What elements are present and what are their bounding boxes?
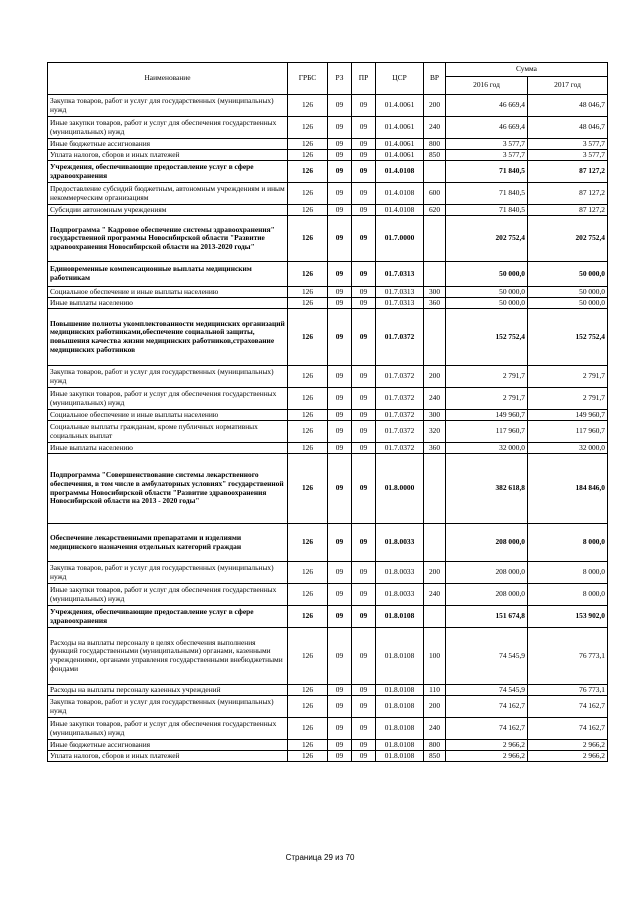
cell-pr: 09 xyxy=(352,443,376,454)
cell-sum-2017: 87 127,2 xyxy=(528,205,608,216)
cell-vr: 110 xyxy=(424,685,446,696)
cell-sum-2017: 153 902,0 xyxy=(528,606,608,628)
cell-name: Иные бюджетные ассигнования xyxy=(48,139,288,150)
cell-sum-2016: 152 752,4 xyxy=(446,309,528,366)
cell-sum-2016: 50 000,0 xyxy=(446,287,528,298)
cell-grbs: 126 xyxy=(288,410,328,421)
cell-grbs: 126 xyxy=(288,117,328,139)
cell-pr: 09 xyxy=(352,150,376,161)
header-name: Наименование xyxy=(48,63,288,95)
cell-csr: 01.8.0108 xyxy=(376,751,424,762)
cell-sum-2016: 46 669,4 xyxy=(446,117,528,139)
cell-sum-2016: 74 162,7 xyxy=(446,696,528,718)
cell-grbs: 126 xyxy=(288,524,328,562)
cell-vr xyxy=(424,454,446,524)
cell-sum-2016: 208 000,0 xyxy=(446,524,528,562)
cell-rz: 09 xyxy=(328,443,352,454)
cell-rz: 09 xyxy=(328,740,352,751)
cell-rz: 09 xyxy=(328,562,352,584)
cell-sum-2016: 74 162,7 xyxy=(446,718,528,740)
cell-grbs: 126 xyxy=(288,751,328,762)
cell-grbs: 126 xyxy=(288,161,328,183)
page-number: Страница 29 из 70 xyxy=(285,853,355,862)
cell-csr: 01.4.0108 xyxy=(376,183,424,205)
cell-sum-2016: 202 752,4 xyxy=(446,216,528,262)
table-row xyxy=(48,443,608,454)
cell-vr: 320 xyxy=(424,421,446,443)
cell-sum-2017: 202 752,4 xyxy=(528,216,608,262)
cell-name: Иные закупки товаров, работ и услуг для обеспечения государственных (муниципальных) нужд xyxy=(48,388,288,410)
cell-grbs: 126 xyxy=(288,685,328,696)
table-row xyxy=(48,150,608,161)
cell-sum-2017: 184 846,0 xyxy=(528,454,608,524)
cell-csr: 01.7.0372 xyxy=(376,366,424,388)
cell-grbs: 126 xyxy=(288,139,328,150)
cell-sum-2017: 8 000,0 xyxy=(528,584,608,606)
cell-vr xyxy=(424,216,446,262)
cell-grbs: 126 xyxy=(288,740,328,751)
table-row xyxy=(48,584,608,606)
cell-vr: 300 xyxy=(424,287,446,298)
cell-pr: 09 xyxy=(352,584,376,606)
header-pr: ПР xyxy=(352,63,376,95)
cell-vr: 200 xyxy=(424,366,446,388)
cell-sum-2017: 48 046,7 xyxy=(528,95,608,117)
cell-sum-2017: 149 960,7 xyxy=(528,410,608,421)
cell-sum-2016: 149 960,7 xyxy=(446,410,528,421)
cell-pr: 09 xyxy=(352,298,376,309)
cell-rz: 09 xyxy=(328,139,352,150)
cell-vr: 240 xyxy=(424,388,446,410)
cell-pr: 09 xyxy=(352,685,376,696)
cell-pr: 09 xyxy=(352,524,376,562)
cell-vr xyxy=(424,161,446,183)
cell-vr: 800 xyxy=(424,740,446,751)
table-row xyxy=(48,366,608,388)
table-row xyxy=(48,287,608,298)
cell-rz: 09 xyxy=(328,454,352,524)
table-row xyxy=(48,183,608,205)
cell-sum-2017: 8 000,0 xyxy=(528,562,608,584)
cell-sum-2017: 8 000,0 xyxy=(528,524,608,562)
cell-rz: 09 xyxy=(328,628,352,685)
cell-vr: 620 xyxy=(424,205,446,216)
cell-sum-2016: 71 840,5 xyxy=(446,161,528,183)
cell-sum-2017: 74 162,7 xyxy=(528,718,608,740)
cell-pr: 09 xyxy=(352,216,376,262)
cell-name: Уплата налогов, сборов и иных платежей xyxy=(48,150,288,161)
cell-csr: 01.7.0313 xyxy=(376,287,424,298)
cell-rz: 09 xyxy=(328,410,352,421)
cell-rz: 09 xyxy=(328,183,352,205)
cell-name: Закупка товаров, работ и услуг для государственных (муниципальных) нужд xyxy=(48,95,288,117)
header-vr: ВР xyxy=(424,63,446,95)
cell-sum-2016: 2 966,2 xyxy=(446,751,528,762)
cell-name: Закупка товаров, работ и услуг для государственных (муниципальных) нужд xyxy=(48,696,288,718)
cell-vr: 850 xyxy=(424,150,446,161)
cell-name: Обеспечение лекарственными препаратами и изделиями медицинского назначения отдельных категорий граждан xyxy=(48,524,288,562)
cell-sum-2016: 71 840,5 xyxy=(446,205,528,216)
cell-sum-2017: 32 000,0 xyxy=(528,443,608,454)
cell-sum-2017: 48 046,7 xyxy=(528,117,608,139)
cell-csr: 01.4.0061 xyxy=(376,117,424,139)
cell-sum-2017: 76 773,1 xyxy=(528,628,608,685)
cell-pr: 09 xyxy=(352,628,376,685)
cell-sum-2016: 74 545,9 xyxy=(446,685,528,696)
cell-vr: 850 xyxy=(424,751,446,762)
cell-csr: 01.7.0000 xyxy=(376,216,424,262)
cell-sum-2017: 3 577,7 xyxy=(528,150,608,161)
cell-grbs: 126 xyxy=(288,584,328,606)
cell-name: Иные закупки товаров, работ и услуг для обеспечения государственных (муниципальных) нужд xyxy=(48,117,288,139)
cell-rz: 09 xyxy=(328,161,352,183)
cell-sum-2017: 74 162,7 xyxy=(528,696,608,718)
cell-name: Предоставление субсидий бюджетным, автономным учреждениям и иным некоммерческим организациям xyxy=(48,183,288,205)
cell-vr: 200 xyxy=(424,95,446,117)
cell-name: Иные выплаты населению xyxy=(48,443,288,454)
cell-vr xyxy=(424,309,446,366)
cell-rz: 09 xyxy=(328,117,352,139)
cell-csr: 01.4.0108 xyxy=(376,205,424,216)
cell-csr: 01.8.0033 xyxy=(376,584,424,606)
cell-vr xyxy=(424,606,446,628)
cell-csr: 01.8.0108 xyxy=(376,685,424,696)
cell-grbs: 126 xyxy=(288,309,328,366)
cell-pr: 09 xyxy=(352,388,376,410)
cell-sum-2016: 2 791,7 xyxy=(446,366,528,388)
cell-sum-2016: 50 000,0 xyxy=(446,298,528,309)
table-row xyxy=(48,95,608,117)
cell-vr: 300 xyxy=(424,410,446,421)
cell-sum-2016: 46 669,4 xyxy=(446,95,528,117)
cell-csr: 01.7.0313 xyxy=(376,298,424,309)
cell-grbs: 126 xyxy=(288,205,328,216)
table-row xyxy=(48,309,608,366)
cell-grbs: 126 xyxy=(288,298,328,309)
cell-pr: 09 xyxy=(352,410,376,421)
cell-sum-2016: 151 674,8 xyxy=(446,606,528,628)
cell-pr: 09 xyxy=(352,309,376,366)
cell-pr: 09 xyxy=(352,454,376,524)
cell-pr: 09 xyxy=(352,421,376,443)
table-row xyxy=(48,388,608,410)
cell-rz: 09 xyxy=(328,95,352,117)
cell-pr: 09 xyxy=(352,287,376,298)
cell-rz: 09 xyxy=(328,421,352,443)
header-grbs: ГРБС xyxy=(288,63,328,95)
cell-name: Учреждения, обеспечивающие предоставление услуг в сфере здравоохранения xyxy=(48,606,288,628)
cell-pr: 09 xyxy=(352,606,376,628)
cell-grbs: 126 xyxy=(288,718,328,740)
cell-pr: 09 xyxy=(352,366,376,388)
cell-rz: 09 xyxy=(328,388,352,410)
cell-name: Расходы на выплаты персоналу в целях обеспечения выполнения функций государственными (муниципальными) органами, казенными учреждениями, органами управления государственными внебюджетными фондами xyxy=(48,628,288,685)
cell-sum-2016: 208 000,0 xyxy=(446,562,528,584)
cell-name: Иные бюджетные ассигнования xyxy=(48,740,288,751)
table-row xyxy=(48,454,608,524)
table-row xyxy=(48,410,608,421)
table-row xyxy=(48,216,608,262)
cell-rz: 09 xyxy=(328,751,352,762)
table-row xyxy=(48,524,608,562)
table-row xyxy=(48,139,608,150)
cell-csr: 01.4.0061 xyxy=(376,95,424,117)
table-row xyxy=(48,421,608,443)
cell-name: Подпрограмма " Кадровое обеспечение системы здравоохранения" государственной программы Новосибирской области "Развитие здравоохранения Новосибирской области на 2013-2020 годы" xyxy=(48,216,288,262)
header-csr: ЦСР xyxy=(376,63,424,95)
cell-pr: 09 xyxy=(352,205,376,216)
cell-pr: 09 xyxy=(352,718,376,740)
cell-csr: 01.8.0033 xyxy=(376,562,424,584)
cell-csr: 01.8.0033 xyxy=(376,524,424,562)
cell-sum-2017: 2 966,2 xyxy=(528,740,608,751)
table-header xyxy=(48,63,608,95)
cell-pr: 09 xyxy=(352,740,376,751)
cell-rz: 09 xyxy=(328,205,352,216)
cell-name: Расходы на выплаты персоналу казенных учреждений xyxy=(48,685,288,696)
cell-grbs: 126 xyxy=(288,606,328,628)
cell-rz: 09 xyxy=(328,287,352,298)
cell-csr: 01.8.0108 xyxy=(376,718,424,740)
cell-rz: 09 xyxy=(328,150,352,161)
header-year-2016: 2016 год xyxy=(446,77,528,95)
cell-pr: 09 xyxy=(352,562,376,584)
table-row xyxy=(48,562,608,584)
cell-pr: 09 xyxy=(352,161,376,183)
cell-pr: 09 xyxy=(352,183,376,205)
cell-sum-2017: 2 791,7 xyxy=(528,388,608,410)
cell-csr: 01.8.0108 xyxy=(376,606,424,628)
cell-name: Иные выплаты населению xyxy=(48,298,288,309)
cell-rz: 09 xyxy=(328,366,352,388)
cell-sum-2016: 32 000,0 xyxy=(446,443,528,454)
table-row xyxy=(48,606,608,628)
table-row xyxy=(48,685,608,696)
header-sum: Сумма xyxy=(446,63,608,77)
cell-name: Субсидии автономным учреждениям xyxy=(48,205,288,216)
cell-grbs: 126 xyxy=(288,183,328,205)
cell-grbs: 126 xyxy=(288,562,328,584)
cell-sum-2017: 152 752,4 xyxy=(528,309,608,366)
table-row xyxy=(48,262,608,287)
table-row xyxy=(48,628,608,685)
table-row xyxy=(48,298,608,309)
cell-grbs: 126 xyxy=(288,262,328,287)
cell-rz: 09 xyxy=(328,309,352,366)
cell-sum-2017: 2 966,2 xyxy=(528,751,608,762)
cell-csr: 01.8.0000 xyxy=(376,454,424,524)
cell-sum-2017: 50 000,0 xyxy=(528,287,608,298)
cell-sum-2016: 208 000,0 xyxy=(446,584,528,606)
cell-pr: 09 xyxy=(352,95,376,117)
cell-grbs: 126 xyxy=(288,366,328,388)
table-row xyxy=(48,740,608,751)
cell-grbs: 126 xyxy=(288,95,328,117)
cell-sum-2016: 71 840,5 xyxy=(446,183,528,205)
cell-name: Единовременные компенсационные выплаты медицинским работникам xyxy=(48,262,288,287)
table-body xyxy=(48,95,608,762)
cell-csr: 01.7.0372 xyxy=(376,421,424,443)
cell-grbs: 126 xyxy=(288,443,328,454)
table-row xyxy=(48,751,608,762)
cell-name: Закупка товаров, работ и услуг для государственных (муниципальных) нужд xyxy=(48,562,288,584)
cell-csr: 01.7.0372 xyxy=(376,410,424,421)
cell-rz: 09 xyxy=(328,606,352,628)
cell-sum-2016: 3 577,7 xyxy=(446,150,528,161)
cell-csr: 01.4.0108 xyxy=(376,161,424,183)
cell-name: Иные закупки товаров, работ и услуг для обеспечения государственных (муниципальных) нужд xyxy=(48,584,288,606)
cell-sum-2016: 382 618,8 xyxy=(446,454,528,524)
cell-vr: 240 xyxy=(424,117,446,139)
cell-grbs: 126 xyxy=(288,454,328,524)
cell-vr: 240 xyxy=(424,584,446,606)
cell-name: Социальное обеспечение и иные выплаты населению xyxy=(48,410,288,421)
cell-sum-2017: 2 791,7 xyxy=(528,366,608,388)
header-rz: РЗ xyxy=(328,63,352,95)
budget-table xyxy=(47,62,608,762)
cell-sum-2016: 74 545,9 xyxy=(446,628,528,685)
cell-rz: 09 xyxy=(328,584,352,606)
cell-sum-2017: 76 773,1 xyxy=(528,685,608,696)
cell-csr: 01.7.0372 xyxy=(376,388,424,410)
cell-name: Социальное обеспечение и иные выплаты населению xyxy=(48,287,288,298)
header-year-2017: 2017 год xyxy=(528,77,608,95)
cell-vr: 360 xyxy=(424,443,446,454)
cell-name: Уплата налогов, сборов и иных платежей xyxy=(48,751,288,762)
cell-sum-2017: 87 127,2 xyxy=(528,161,608,183)
cell-pr: 09 xyxy=(352,139,376,150)
cell-csr: 01.4.0061 xyxy=(376,139,424,150)
cell-name: Закупка товаров, работ и услуг для государственных (муниципальных) нужд xyxy=(48,366,288,388)
table-row xyxy=(48,161,608,183)
cell-csr: 01.7.0372 xyxy=(376,309,424,366)
cell-pr: 09 xyxy=(352,262,376,287)
cell-sum-2017: 117 960,7 xyxy=(528,421,608,443)
cell-grbs: 126 xyxy=(288,150,328,161)
cell-vr: 600 xyxy=(424,183,446,205)
cell-pr: 09 xyxy=(352,117,376,139)
cell-sum-2016: 3 577,7 xyxy=(446,139,528,150)
cell-rz: 09 xyxy=(328,524,352,562)
cell-csr: 01.8.0108 xyxy=(376,696,424,718)
cell-sum-2017: 87 127,2 xyxy=(528,183,608,205)
cell-sum-2017: 50 000,0 xyxy=(528,298,608,309)
table-row xyxy=(48,117,608,139)
cell-grbs: 126 xyxy=(288,421,328,443)
cell-vr: 240 xyxy=(424,718,446,740)
cell-name: Социальные выплаты гражданам, кроме публичных нормативных социальных выплат xyxy=(48,421,288,443)
cell-name: Повышение полноты укомплектованности медицинских организаций медицинских работниками,обеспечение социальной защиты, повышения качества жизни медицинских работников,страхование медицинских работников xyxy=(48,309,288,366)
cell-grbs: 126 xyxy=(288,628,328,685)
cell-sum-2016: 117 960,7 xyxy=(446,421,528,443)
cell-vr: 800 xyxy=(424,139,446,150)
cell-sum-2016: 2 791,7 xyxy=(446,388,528,410)
cell-grbs: 126 xyxy=(288,388,328,410)
cell-rz: 09 xyxy=(328,685,352,696)
cell-sum-2016: 2 966,2 xyxy=(446,740,528,751)
cell-rz: 09 xyxy=(328,696,352,718)
cell-pr: 09 xyxy=(352,696,376,718)
cell-csr: 01.7.0313 xyxy=(376,262,424,287)
cell-grbs: 126 xyxy=(288,287,328,298)
cell-rz: 09 xyxy=(328,718,352,740)
table-row xyxy=(48,718,608,740)
cell-vr xyxy=(424,524,446,562)
cell-pr: 09 xyxy=(352,751,376,762)
cell-grbs: 126 xyxy=(288,216,328,262)
cell-rz: 09 xyxy=(328,298,352,309)
cell-sum-2017: 3 577,7 xyxy=(528,139,608,150)
table-row xyxy=(48,696,608,718)
cell-vr: 200 xyxy=(424,696,446,718)
cell-rz: 09 xyxy=(328,262,352,287)
cell-vr: 200 xyxy=(424,562,446,584)
cell-sum-2016: 50 000,0 xyxy=(446,262,528,287)
cell-grbs: 126 xyxy=(288,696,328,718)
cell-name: Учреждения, обеспечивающие предоставление услуг в сфере здравоохранения xyxy=(48,161,288,183)
cell-csr: 01.4.0061 xyxy=(376,150,424,161)
cell-vr: 360 xyxy=(424,298,446,309)
cell-rz: 09 xyxy=(328,216,352,262)
cell-csr: 01.8.0108 xyxy=(376,740,424,751)
cell-vr: 100 xyxy=(424,628,446,685)
cell-sum-2017: 50 000,0 xyxy=(528,262,608,287)
cell-name: Иные закупки товаров, работ и услуг для обеспечения государственных (муниципальных) нужд xyxy=(48,718,288,740)
cell-vr xyxy=(424,262,446,287)
table-row xyxy=(48,205,608,216)
cell-csr: 01.7.0372 xyxy=(376,443,424,454)
cell-name: Подпрограмма "Совершенствование системы лекарственного обеспечения, в том числе в амбулаторных условиях" государственной программы Новосибирской области "Развитие здравоохранения Новосибирской области на 2013 - 2020 годы" xyxy=(48,454,288,524)
cell-csr: 01.8.0108 xyxy=(376,628,424,685)
